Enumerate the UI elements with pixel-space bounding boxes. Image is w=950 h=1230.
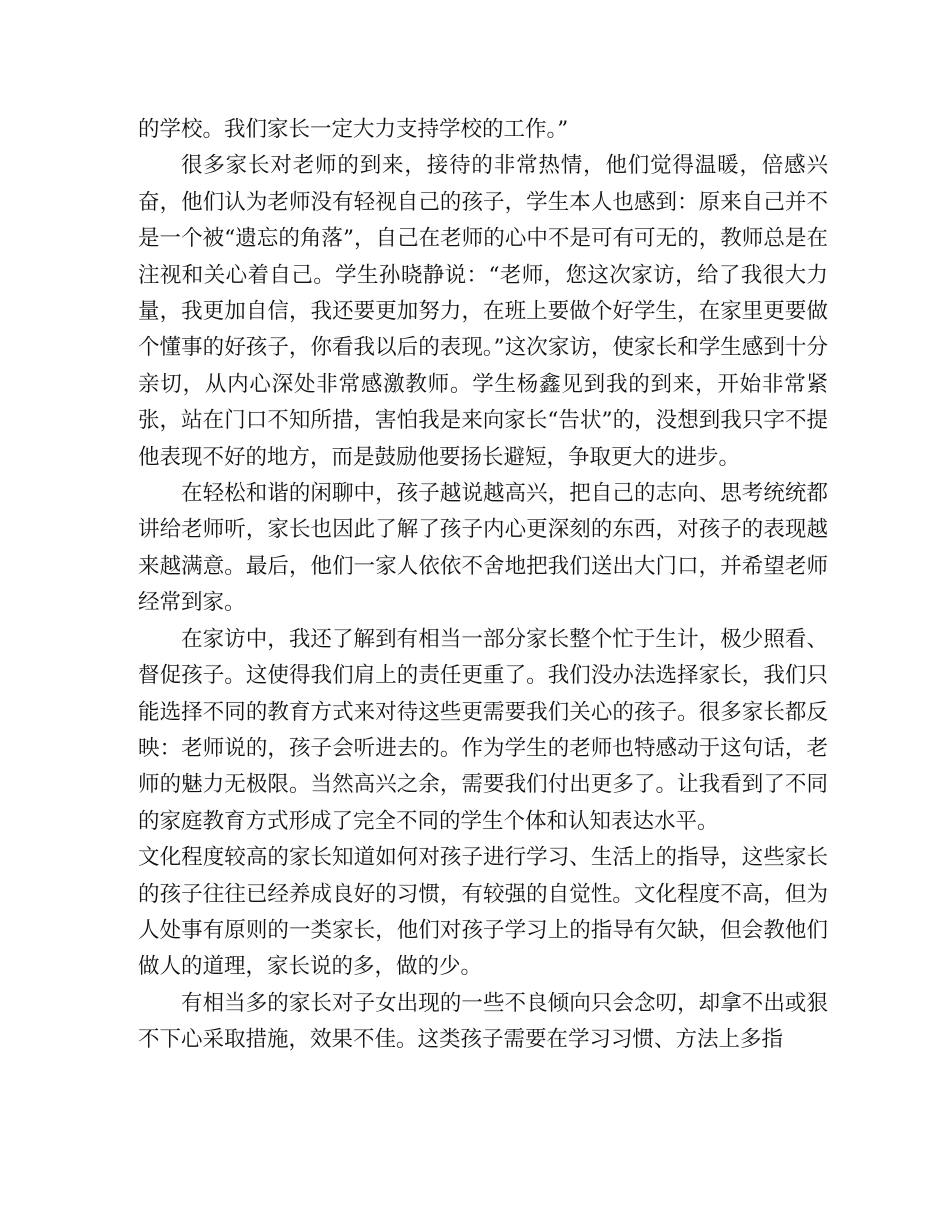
paragraph: 在轻松和谐的闲聊中，孩子越说越高兴，把自己的志向、思考统统都讲给老师听，家长也因此了解了孩子内心更深刻的东西，对孩子的表现越来越满意。最后，他们一家人依依不舍地把我们送出大门口，并希望老师经常到家。: [138, 481, 828, 616]
paragraph: 在家访中，我还了解到有相当一部分家长整个忙于生计，极少照看、督促孩子。这使得我们肩上的责任更重了。我们没办法选择家长，我们只能选择不同的教育方式来对待这些更需要我们关心的孩子。很多家长都反映：老师说的，孩子会听进去的。作为学生的老师也特感动于这句话，老师的魅力无极限。当然高兴之余，需要我们付出更多了。让我看到了不同的家庭教育方式形成了完全不同的学生个体和认知表达水平。: [138, 626, 828, 834]
body-text: [138, 112, 828, 1059]
paragraph-continued: 的学校。我们家长一定大力支持学校的工作。”: [138, 117, 569, 142]
paragraph: 有相当多的家长对子女出现的一些不良倾向只会念叨，却拿不出或狠不下心采取措施，效果不佳。这类孩子需要在学习习惯、方法上多指: [138, 990, 828, 1053]
paragraph-continued: 文化程度较高的家长知道如何对孩子进行学习、生活上的指导，这些家长的孩子往往已经养成良好的习惯，有较强的自觉性。文化程度不高，但为人处事有原则的一类家长，他们对孩子学习上的指导有欠缺，但会教他们做人的道理，家长说的多，做的少。: [138, 845, 828, 980]
paragraph: 很多家长对老师的到来，接待的非常热情，他们觉得温暖，倍感兴奋，他们认为老师没有轻视自己的孩子，学生本人也感到：原来自己并不是一个被“遗忘的角落”，自己在老师的心中不是可有可无的，教师总是在注视和关心着自己。学生孙晓静说：“老师，您这次家访，给了我很大力量，我更加自信，我还要更加努力，在班上要做个好学生，在家里更要做个懂事的好孩子，你看我以后的表现。”这次家访，使家长和学生感到十分亲切，从内心深处非常感激教师。学生杨鑫见到我的到来，开始非常紧张，站在门口不知所措，害怕我是来向家长“告状”的，没想到我只字不提他表现不好的地方，而是鼓励他要扬长避短，争取更大的进步。: [138, 153, 828, 470]
